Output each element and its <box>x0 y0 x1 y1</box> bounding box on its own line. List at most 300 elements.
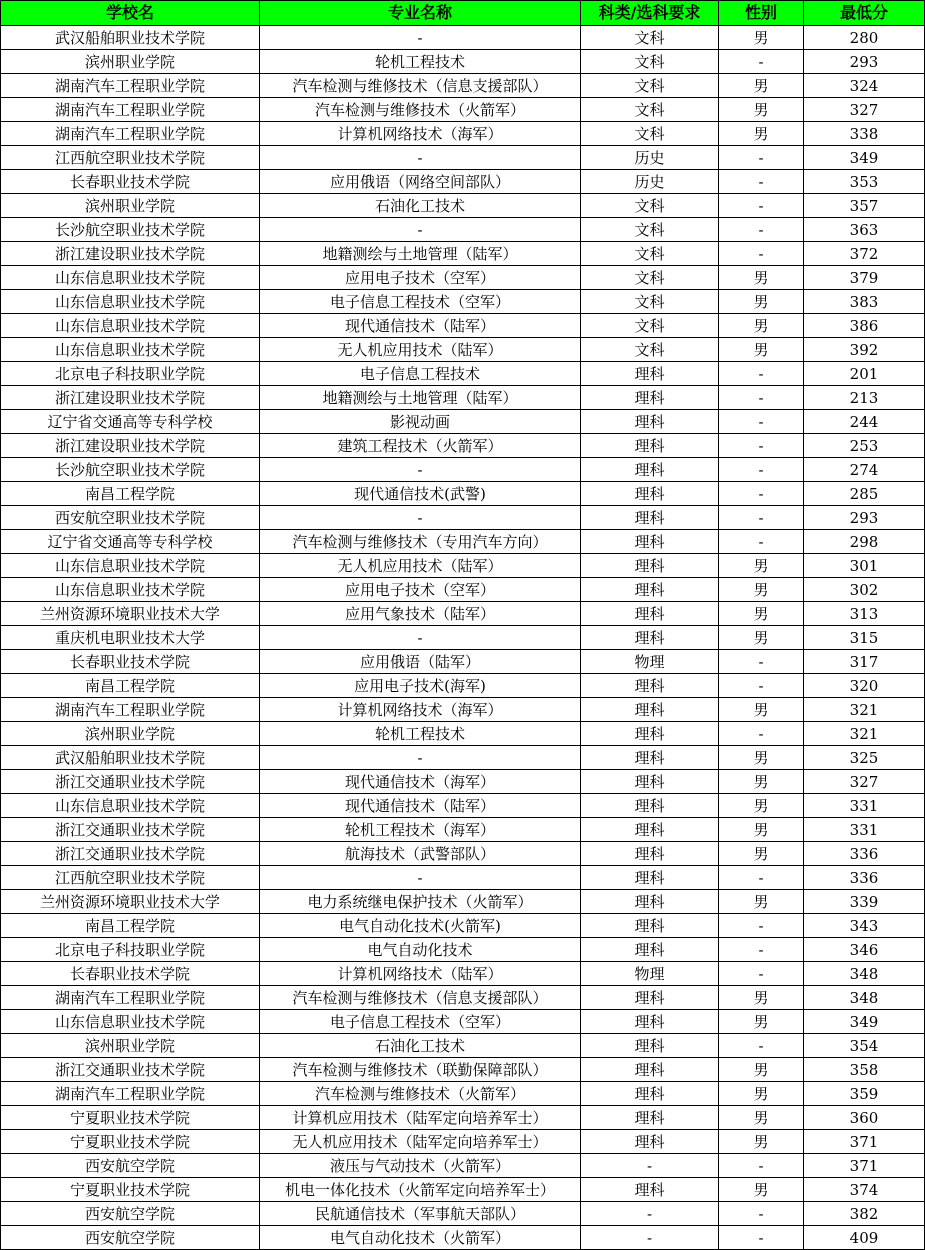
major-cell: 现代通信技术(武警) <box>260 482 581 506</box>
table-row <box>1 770 925 794</box>
gender-cell: 男 <box>719 746 804 770</box>
gender-cell: 男 <box>719 338 804 362</box>
min-score-cell: 348 <box>804 962 925 986</box>
gender-cell: 男 <box>719 266 804 290</box>
min-score-cell: 348 <box>804 986 925 1010</box>
school-cell: 南昌工程学院 <box>1 914 260 938</box>
gender-cell: 男 <box>719 578 804 602</box>
major-cell: - <box>260 866 581 890</box>
table-row <box>1 338 925 362</box>
table-body <box>1 26 925 1250</box>
table-row <box>1 1058 925 1082</box>
school-cell: 滨州职业学院 <box>1 722 260 746</box>
min-score-cell: 327 <box>804 98 925 122</box>
subject-cell: 历史 <box>581 170 719 194</box>
min-score-cell: 317 <box>804 650 925 674</box>
subject-cell: 理科 <box>581 626 719 650</box>
major-cell: 轮机工程技术 <box>260 50 581 74</box>
min-score-cell: 315 <box>804 626 925 650</box>
school-cell: 山东信息职业技术学院 <box>1 314 260 338</box>
subject-cell: 理科 <box>581 866 719 890</box>
subject-cell: 理科 <box>581 506 719 530</box>
major-cell: - <box>260 218 581 242</box>
subject-cell: 理科 <box>581 770 719 794</box>
school-cell: 宁夏职业技术学院 <box>1 1178 260 1202</box>
school-cell: 湖南汽车工程职业学院 <box>1 986 260 1010</box>
gender-cell: - <box>719 914 804 938</box>
major-cell: 计算机网络技术（海军） <box>260 122 581 146</box>
table-row <box>1 386 925 410</box>
table-row <box>1 434 925 458</box>
table-row <box>1 938 925 962</box>
subject-cell: 文科 <box>581 338 719 362</box>
table-row <box>1 962 925 986</box>
major-cell: - <box>260 506 581 530</box>
major-cell: 电子信息工程技术（空军） <box>260 290 581 314</box>
table-row <box>1 122 925 146</box>
school-cell: 浙江交通职业技术学院 <box>1 842 260 866</box>
major-cell: 轮机工程技术 <box>260 722 581 746</box>
major-cell: 无人机应用技术（陆军） <box>260 554 581 578</box>
school-cell: 浙江建设职业技术学院 <box>1 434 260 458</box>
gender-cell: - <box>719 482 804 506</box>
school-cell: 北京电子科技职业学院 <box>1 362 260 386</box>
major-cell: 地籍测绘与土地管理（陆军） <box>260 242 581 266</box>
min-score-cell: 357 <box>804 194 925 218</box>
min-score-cell: 392 <box>804 338 925 362</box>
gender-cell: - <box>719 1202 804 1226</box>
min-score-cell: 320 <box>804 674 925 698</box>
min-score-cell: 301 <box>804 554 925 578</box>
table-row <box>1 242 925 266</box>
subject-cell: 理科 <box>581 746 719 770</box>
min-score-cell: 285 <box>804 482 925 506</box>
table-row <box>1 194 925 218</box>
min-score-cell: 374 <box>804 1178 925 1202</box>
school-cell: 重庆机电职业技术大学 <box>1 626 260 650</box>
min-score-cell: 331 <box>804 818 925 842</box>
gender-cell: - <box>719 674 804 698</box>
school-cell: 江西航空职业技术学院 <box>1 146 260 170</box>
gender-cell: 男 <box>719 1058 804 1082</box>
gender-cell: - <box>719 146 804 170</box>
subject-cell: 理科 <box>581 530 719 554</box>
table-row <box>1 218 925 242</box>
school-cell: 江西航空职业技术学院 <box>1 866 260 890</box>
school-cell: 滨州职业学院 <box>1 50 260 74</box>
school-cell: 西安航空学院 <box>1 1202 260 1226</box>
min-score-cell: 363 <box>804 218 925 242</box>
table-row <box>1 986 925 1010</box>
school-cell: 山东信息职业技术学院 <box>1 578 260 602</box>
subject-cell: 理科 <box>581 1082 719 1106</box>
school-cell: 滨州职业学院 <box>1 194 260 218</box>
gender-cell: - <box>719 194 804 218</box>
gender-cell: - <box>719 170 804 194</box>
table-row <box>1 362 925 386</box>
header-gender: 性别 <box>719 1 804 26</box>
major-cell: 汽车检测与维修技术（火箭军） <box>260 98 581 122</box>
gender-cell: 男 <box>719 74 804 98</box>
subject-cell: 理科 <box>581 482 719 506</box>
major-cell: 现代通信技术（陆军） <box>260 794 581 818</box>
school-cell: 湖南汽车工程职业学院 <box>1 98 260 122</box>
major-cell: 电子信息工程技术 <box>260 362 581 386</box>
min-score-cell: 372 <box>804 242 925 266</box>
subject-cell: 理科 <box>581 554 719 578</box>
min-score-cell: 302 <box>804 578 925 602</box>
min-score-cell: 336 <box>804 866 925 890</box>
gender-cell: - <box>719 962 804 986</box>
table-row <box>1 482 925 506</box>
major-cell: 无人机应用技术（陆军定向培养军士） <box>260 1130 581 1154</box>
min-score-cell: 359 <box>804 1082 925 1106</box>
school-cell: 武汉船舶职业技术学院 <box>1 26 260 50</box>
gender-cell: - <box>719 434 804 458</box>
table-row <box>1 818 925 842</box>
major-cell: 石油化工技术 <box>260 194 581 218</box>
gender-cell: 男 <box>719 842 804 866</box>
subject-cell: 理科 <box>581 986 719 1010</box>
table-row <box>1 506 925 530</box>
min-score-cell: 313 <box>804 602 925 626</box>
school-cell: 山东信息职业技术学院 <box>1 338 260 362</box>
header-subject: 科类/选科要求 <box>581 1 719 26</box>
table-row <box>1 314 925 338</box>
subject-cell: - <box>581 1202 719 1226</box>
major-cell: 航海技术（武警部队） <box>260 842 581 866</box>
table-row <box>1 170 925 194</box>
min-score-cell: 324 <box>804 74 925 98</box>
table-row <box>1 410 925 434</box>
major-cell: 电气自动化技术(火箭军) <box>260 914 581 938</box>
gender-cell: 男 <box>719 1130 804 1154</box>
subject-cell: - <box>581 1226 719 1250</box>
major-cell: 应用气象技术（陆军） <box>260 602 581 626</box>
school-cell: 山东信息职业技术学院 <box>1 266 260 290</box>
table-row <box>1 578 925 602</box>
gender-cell: 男 <box>719 818 804 842</box>
min-score-cell: 336 <box>804 842 925 866</box>
subject-cell: 理科 <box>581 1010 719 1034</box>
subject-cell: 文科 <box>581 218 719 242</box>
gender-cell: 男 <box>719 554 804 578</box>
subject-cell: 理科 <box>581 362 719 386</box>
table-row <box>1 530 925 554</box>
table-row <box>1 866 925 890</box>
min-score-cell: 354 <box>804 1034 925 1058</box>
subject-cell: 文科 <box>581 314 719 338</box>
min-score-cell: 274 <box>804 458 925 482</box>
table-row <box>1 1154 925 1178</box>
gender-cell: 男 <box>719 770 804 794</box>
table-row <box>1 26 925 50</box>
min-score-cell: 386 <box>804 314 925 338</box>
min-score-cell: 331 <box>804 794 925 818</box>
table-row <box>1 1010 925 1034</box>
gender-cell: 男 <box>719 626 804 650</box>
school-cell: 浙江建设职业技术学院 <box>1 386 260 410</box>
school-cell: 西安航空职业技术学院 <box>1 506 260 530</box>
table-row <box>1 794 925 818</box>
subject-cell: 文科 <box>581 26 719 50</box>
school-cell: 山东信息职业技术学院 <box>1 794 260 818</box>
table-row <box>1 1178 925 1202</box>
major-cell: 轮机工程技术（海军） <box>260 818 581 842</box>
major-cell: 民航通信技术（军事航天部队） <box>260 1202 581 1226</box>
gender-cell: - <box>719 506 804 530</box>
gender-cell: - <box>719 242 804 266</box>
subject-cell: 理科 <box>581 674 719 698</box>
school-cell: 长春职业技术学院 <box>1 962 260 986</box>
school-cell: 长春职业技术学院 <box>1 650 260 674</box>
subject-cell: 理科 <box>581 602 719 626</box>
gender-cell: - <box>719 530 804 554</box>
major-cell: 液压与气动技术（火箭军） <box>260 1154 581 1178</box>
subject-cell: 文科 <box>581 242 719 266</box>
major-cell: 计算机网络技术（陆军） <box>260 962 581 986</box>
school-cell: 辽宁省交通高等专科学校 <box>1 530 260 554</box>
school-cell: 长沙航空职业技术学院 <box>1 218 260 242</box>
gender-cell: - <box>719 1034 804 1058</box>
table-row <box>1 1106 925 1130</box>
min-score-cell: 371 <box>804 1130 925 1154</box>
min-score-cell: 280 <box>804 26 925 50</box>
table-row <box>1 1082 925 1106</box>
gender-cell: - <box>719 50 804 74</box>
min-score-cell: 349 <box>804 1010 925 1034</box>
table-row <box>1 1130 925 1154</box>
gender-cell: 男 <box>719 698 804 722</box>
gender-cell: - <box>719 386 804 410</box>
min-score-cell: 293 <box>804 50 925 74</box>
gender-cell: 男 <box>719 1106 804 1130</box>
school-cell: 宁夏职业技术学院 <box>1 1106 260 1130</box>
subject-cell: 文科 <box>581 266 719 290</box>
subject-cell: 文科 <box>581 50 719 74</box>
school-cell: 西安航空学院 <box>1 1154 260 1178</box>
school-cell: 南昌工程学院 <box>1 482 260 506</box>
school-cell: 长沙航空职业技术学院 <box>1 458 260 482</box>
table-row <box>1 914 925 938</box>
subject-cell: 理科 <box>581 458 719 482</box>
major-cell: 计算机网络技术（海军） <box>260 698 581 722</box>
gender-cell: - <box>719 938 804 962</box>
min-score-cell: 244 <box>804 410 925 434</box>
min-score-cell: 338 <box>804 122 925 146</box>
min-score-cell: 409 <box>804 1226 925 1250</box>
subject-cell: 理科 <box>581 938 719 962</box>
major-cell: 电力系统继电保护技术（火箭军） <box>260 890 581 914</box>
major-cell: - <box>260 626 581 650</box>
major-cell: 现代通信技术（陆军） <box>260 314 581 338</box>
major-cell: 电气自动化技术（火箭军） <box>260 1226 581 1250</box>
table-row <box>1 266 925 290</box>
major-cell: 应用电子技术(海军) <box>260 674 581 698</box>
gender-cell: - <box>719 1154 804 1178</box>
school-cell: 山东信息职业技术学院 <box>1 1010 260 1034</box>
major-cell: 应用俄语（网络空间部队） <box>260 170 581 194</box>
gender-cell: 男 <box>719 986 804 1010</box>
school-cell: 湖南汽车工程职业学院 <box>1 74 260 98</box>
major-cell: 计算机应用技术（陆军定向培养军士） <box>260 1106 581 1130</box>
min-score-cell: 213 <box>804 386 925 410</box>
gender-cell: 男 <box>719 890 804 914</box>
major-cell: 电气自动化技术 <box>260 938 581 962</box>
major-cell: 汽车检测与维修技术（信息支援部队） <box>260 986 581 1010</box>
gender-cell: - <box>719 218 804 242</box>
min-score-cell: 325 <box>804 746 925 770</box>
gender-cell: - <box>719 1226 804 1250</box>
gender-cell: 男 <box>719 122 804 146</box>
major-cell: - <box>260 458 581 482</box>
subject-cell: 理科 <box>581 578 719 602</box>
school-cell: 南昌工程学院 <box>1 674 260 698</box>
min-score-cell: 201 <box>804 362 925 386</box>
school-cell: 北京电子科技职业学院 <box>1 938 260 962</box>
major-cell: 影视动画 <box>260 410 581 434</box>
gender-cell: - <box>719 722 804 746</box>
subject-cell: 物理 <box>581 962 719 986</box>
major-cell: 无人机应用技术（陆军） <box>260 338 581 362</box>
header-min-score: 最低分 <box>804 1 925 26</box>
major-cell: - <box>260 26 581 50</box>
gender-cell: 男 <box>719 602 804 626</box>
subject-cell: 理科 <box>581 1178 719 1202</box>
gender-cell: - <box>719 410 804 434</box>
table-row <box>1 602 925 626</box>
subject-cell: 理科 <box>581 386 719 410</box>
subject-cell: 理科 <box>581 698 719 722</box>
subject-cell: 文科 <box>581 194 719 218</box>
min-score-cell: 360 <box>804 1106 925 1130</box>
subject-cell: 理科 <box>581 818 719 842</box>
table-row <box>1 98 925 122</box>
subject-cell: 理科 <box>581 434 719 458</box>
table-row <box>1 890 925 914</box>
table-row <box>1 674 925 698</box>
major-cell: 汽车检测与维修技术（火箭军） <box>260 1082 581 1106</box>
min-score-cell: 298 <box>804 530 925 554</box>
school-cell: 山东信息职业技术学院 <box>1 554 260 578</box>
table-row <box>1 650 925 674</box>
table-row <box>1 698 925 722</box>
school-cell: 山东信息职业技术学院 <box>1 290 260 314</box>
table-row <box>1 626 925 650</box>
major-cell: 应用俄语（陆军） <box>260 650 581 674</box>
major-cell: - <box>260 146 581 170</box>
school-cell: 辽宁省交通高等专科学校 <box>1 410 260 434</box>
major-cell: 汽车检测与维修技术（专用汽车方向） <box>260 530 581 554</box>
table-row <box>1 722 925 746</box>
school-cell: 湖南汽车工程职业学院 <box>1 122 260 146</box>
major-cell: - <box>260 746 581 770</box>
subject-cell: 理科 <box>581 1058 719 1082</box>
min-score-cell: 382 <box>804 1202 925 1226</box>
school-cell: 湖南汽车工程职业学院 <box>1 698 260 722</box>
major-cell: 机电一体化技术（火箭军定向培养军士） <box>260 1178 581 1202</box>
major-cell: 电子信息工程技术（空军） <box>260 1010 581 1034</box>
school-cell: 宁夏职业技术学院 <box>1 1130 260 1154</box>
subject-cell: 理科 <box>581 890 719 914</box>
school-cell: 兰州资源环境职业技术大学 <box>1 890 260 914</box>
table-row <box>1 458 925 482</box>
gender-cell: 男 <box>719 290 804 314</box>
subject-cell: 理科 <box>581 842 719 866</box>
major-cell: 地籍测绘与土地管理（陆军） <box>260 386 581 410</box>
gender-cell: - <box>719 650 804 674</box>
table-row <box>1 74 925 98</box>
subject-cell: 历史 <box>581 146 719 170</box>
school-cell: 武汉船舶职业技术学院 <box>1 746 260 770</box>
school-cell: 浙江交通职业技术学院 <box>1 818 260 842</box>
table-row <box>1 290 925 314</box>
min-score-cell: 346 <box>804 938 925 962</box>
subject-cell: 理科 <box>581 914 719 938</box>
min-score-cell: 339 <box>804 890 925 914</box>
school-cell: 浙江交通职业技术学院 <box>1 1058 260 1082</box>
subject-cell: - <box>581 1154 719 1178</box>
subject-cell: 理科 <box>581 722 719 746</box>
major-cell: 汽车检测与维修技术（联勤保障部队） <box>260 1058 581 1082</box>
min-score-cell: 379 <box>804 266 925 290</box>
min-score-cell: 383 <box>804 290 925 314</box>
subject-cell: 文科 <box>581 122 719 146</box>
min-score-cell: 327 <box>804 770 925 794</box>
table-row <box>1 746 925 770</box>
gender-cell: 男 <box>719 314 804 338</box>
school-cell: 西安航空学院 <box>1 1226 260 1250</box>
subject-cell: 理科 <box>581 410 719 434</box>
gender-cell: 男 <box>719 98 804 122</box>
major-cell: 应用电子技术（空军） <box>260 578 581 602</box>
header-major: 专业名称 <box>260 1 581 26</box>
min-score-cell: 321 <box>804 722 925 746</box>
min-score-cell: 358 <box>804 1058 925 1082</box>
table-row <box>1 1226 925 1250</box>
subject-cell: 理科 <box>581 794 719 818</box>
major-cell: 建筑工程技术（火箭军） <box>260 434 581 458</box>
table-row <box>1 1202 925 1226</box>
gender-cell: 男 <box>719 26 804 50</box>
gender-cell: 男 <box>719 1178 804 1202</box>
min-score-cell: 343 <box>804 914 925 938</box>
major-cell: 汽车检测与维修技术（信息支援部队） <box>260 74 581 98</box>
header-row <box>1 1 925 26</box>
school-cell: 长春职业技术学院 <box>1 170 260 194</box>
subject-cell: 理科 <box>581 1130 719 1154</box>
gender-cell: 男 <box>719 1010 804 1034</box>
school-cell: 兰州资源环境职业技术大学 <box>1 602 260 626</box>
subject-cell: 文科 <box>581 98 719 122</box>
gender-cell: - <box>719 866 804 890</box>
subject-cell: 理科 <box>581 1106 719 1130</box>
min-score-cell: 371 <box>804 1154 925 1178</box>
table-row <box>1 842 925 866</box>
min-score-cell: 293 <box>804 506 925 530</box>
table-row <box>1 1034 925 1058</box>
gender-cell: - <box>719 458 804 482</box>
school-cell: 滨州职业学院 <box>1 1034 260 1058</box>
major-cell: 应用电子技术（空军） <box>260 266 581 290</box>
subject-cell: 理科 <box>581 1034 719 1058</box>
min-score-cell: 321 <box>804 698 925 722</box>
major-cell: 石油化工技术 <box>260 1034 581 1058</box>
header-school: 学校名 <box>1 1 260 26</box>
gender-cell: - <box>719 362 804 386</box>
school-cell: 浙江建设职业技术学院 <box>1 242 260 266</box>
school-cell: 浙江交通职业技术学院 <box>1 770 260 794</box>
